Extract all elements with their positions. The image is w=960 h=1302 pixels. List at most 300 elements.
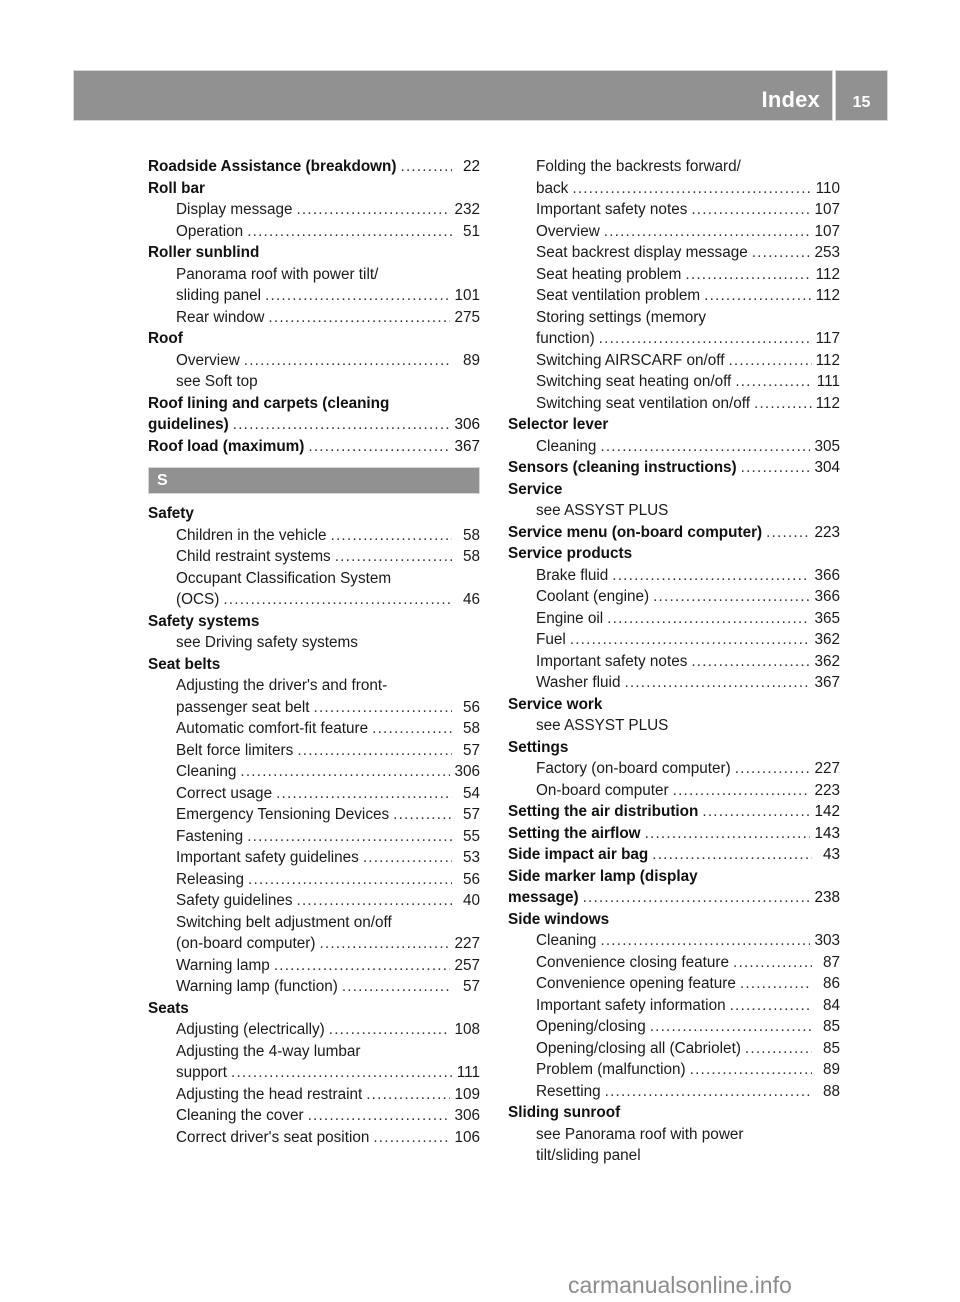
page-reference[interactable]: 109 xyxy=(454,1085,480,1103)
dot-leader xyxy=(612,565,810,587)
dot-leader xyxy=(268,307,450,329)
page-reference[interactable]: 367 xyxy=(454,437,480,455)
page-reference[interactable]: 54 xyxy=(462,784,480,802)
page-reference[interactable]: 101 xyxy=(454,287,480,304)
index-subentry xyxy=(508,500,840,522)
index-subentry xyxy=(508,1145,840,1167)
entry-text: Adjusting the head restraint xyxy=(176,1085,363,1103)
index-subentry xyxy=(148,632,480,654)
entry-text: Releasing xyxy=(176,870,245,888)
entry-text: Cleaning xyxy=(536,437,597,455)
index-entry[interactable] xyxy=(508,823,840,845)
page-reference[interactable]: 58 xyxy=(462,548,480,565)
entry-text: Side marker lamp (display xyxy=(508,867,698,885)
entry-text: Safety systems xyxy=(148,612,260,630)
index-subentry[interactable] xyxy=(508,758,840,780)
page-reference[interactable]: 108 xyxy=(454,1021,480,1038)
entry-text: back xyxy=(536,179,569,197)
page-reference[interactable]: 366 xyxy=(814,566,840,584)
dot-leader xyxy=(728,350,811,372)
page-reference[interactable]: 257 xyxy=(454,956,480,974)
dot-leader xyxy=(735,371,812,393)
entry-text: tilt/sliding panel xyxy=(536,1147,641,1164)
index-entry xyxy=(148,328,480,350)
page-reference[interactable]: 305 xyxy=(814,437,840,455)
entry-text: Adjusting (electrically) xyxy=(176,1021,325,1038)
page-reference[interactable]: 57 xyxy=(462,741,480,759)
entry-text: Brake fluid xyxy=(536,566,609,584)
page-reference[interactable]: 111 xyxy=(456,1064,480,1081)
page-reference[interactable]: 306 xyxy=(454,763,480,780)
index-entry[interactable] xyxy=(508,522,840,544)
entry-text: Setting the airflow xyxy=(508,824,641,842)
dot-leader xyxy=(752,242,811,264)
index-entry xyxy=(148,503,480,525)
dot-leader xyxy=(331,525,452,547)
entry-text: Sensors (cleaning instructions) xyxy=(508,459,737,476)
index-entry[interactable] xyxy=(508,844,840,866)
page-reference[interactable]: 89 xyxy=(462,351,480,369)
index-subentry[interactable] xyxy=(508,1059,840,1081)
entry-text: Convenience opening feature xyxy=(536,975,736,992)
index-subentry[interactable] xyxy=(508,350,840,372)
entry-text: Selector lever xyxy=(508,416,609,433)
index-subentry[interactable] xyxy=(508,586,840,608)
page-reference[interactable]: 112 xyxy=(815,394,840,412)
index-subentry[interactable] xyxy=(148,826,480,848)
index-entry xyxy=(508,1102,840,1124)
index-subentry[interactable] xyxy=(148,285,480,307)
entry-text: Fuel xyxy=(536,631,566,648)
watermark: carmanualsonline.info xyxy=(568,1272,792,1298)
index-subentry[interactable] xyxy=(508,264,840,286)
entry-text: Important safety guidelines xyxy=(176,849,359,866)
index-entry xyxy=(148,178,480,200)
page-reference[interactable]: 110 xyxy=(815,179,840,197)
index-entry xyxy=(148,393,480,415)
entry-text: Overview xyxy=(536,222,600,240)
page-reference[interactable]: 46 xyxy=(462,591,480,608)
entry-text: Children in the vehicle xyxy=(176,526,327,544)
entry-text: Important safety information xyxy=(536,996,726,1014)
entry-text: Roof xyxy=(148,330,183,347)
page-reference[interactable]: 56 xyxy=(462,870,480,888)
page-reference[interactable]: 85 xyxy=(822,1039,840,1057)
index-subentry[interactable] xyxy=(508,178,840,200)
entry-text: passenger seat belt xyxy=(176,698,310,716)
entry-text: Panorama roof with power tilt/ xyxy=(176,265,379,283)
index-subentry[interactable] xyxy=(508,285,840,307)
index-subentry[interactable] xyxy=(148,350,480,372)
entry-text: Roll bar xyxy=(148,179,205,197)
entry-text: Adjusting the driver's and front- xyxy=(176,677,388,694)
entry-text: Switching belt adjustment on/off xyxy=(176,913,392,931)
entry-text: Cleaning the cover xyxy=(176,1107,304,1124)
dot-leader xyxy=(740,973,812,995)
entry-text: see Driving safety systems xyxy=(176,634,358,651)
entry-text: Important safety notes xyxy=(536,201,688,218)
dot-leader xyxy=(329,1019,451,1041)
page-reference[interactable]: 43 xyxy=(822,846,840,863)
page-reference[interactable]: 89 xyxy=(822,1061,840,1078)
index-subentry[interactable] xyxy=(148,546,480,568)
page-reference[interactable]: 142 xyxy=(814,803,840,820)
entry-text: Problem (malfunction) xyxy=(536,1061,686,1078)
index-subentry[interactable] xyxy=(508,565,840,587)
index-subentry[interactable] xyxy=(508,672,840,694)
dot-leader xyxy=(766,522,810,544)
index-subentry[interactable] xyxy=(508,780,840,802)
page-reference[interactable]: 22 xyxy=(462,158,480,175)
index-subentry[interactable] xyxy=(148,221,480,243)
entry-text: Service xyxy=(508,480,563,498)
dot-leader xyxy=(366,1084,450,1106)
entry-text: Service products xyxy=(508,545,633,562)
index-subentry xyxy=(508,307,840,329)
dot-leader xyxy=(373,1127,450,1149)
entry-text: Convenience closing feature xyxy=(536,953,730,971)
page-reference[interactable]: 107 xyxy=(814,201,840,218)
index-subentry[interactable] xyxy=(148,697,480,719)
entry-text: Correct driver's seat position xyxy=(176,1128,370,1146)
index-entry[interactable] xyxy=(148,436,480,458)
index-subentry[interactable] xyxy=(508,1038,840,1060)
index-entry[interactable] xyxy=(148,156,480,178)
dot-leader xyxy=(604,221,811,243)
entry-text: Automatic comfort-fit feature xyxy=(176,720,369,737)
entry-text: Factory (on-board computer) xyxy=(536,760,731,777)
index-subentry[interactable] xyxy=(148,890,480,912)
index-column-left xyxy=(148,156,480,1148)
index-subentry[interactable] xyxy=(508,629,840,651)
entry-text: Cleaning xyxy=(536,932,597,949)
entry-text: Seat belts xyxy=(148,655,221,673)
page-reference[interactable]: 143 xyxy=(814,824,840,842)
entry-text: Warning lamp (function) xyxy=(176,978,338,995)
dot-leader xyxy=(240,761,450,783)
page-reference[interactable]: 106 xyxy=(454,1128,480,1146)
index-entry xyxy=(508,543,840,565)
index-subentry[interactable] xyxy=(148,847,480,869)
dot-leader xyxy=(314,697,452,719)
index-subentry[interactable] xyxy=(508,995,840,1017)
page-reference[interactable]: 111 xyxy=(816,373,840,390)
index-subentry xyxy=(508,156,840,178)
entry-text: sliding panel xyxy=(176,287,262,304)
page-reference[interactable]: 86 xyxy=(822,975,840,992)
page-reference[interactable]: 112 xyxy=(815,265,840,283)
index-subentry[interactable] xyxy=(508,393,840,415)
dot-leader xyxy=(600,436,810,458)
entry-text: Overview xyxy=(176,351,240,369)
dot-leader xyxy=(335,546,452,568)
entry-text: Service work xyxy=(508,695,603,713)
index-subentry[interactable] xyxy=(508,221,840,243)
index-subentry[interactable] xyxy=(508,436,840,458)
entry-text: Side windows xyxy=(508,910,610,928)
page-reference[interactable]: 58 xyxy=(462,720,480,737)
page-reference[interactable]: 365 xyxy=(814,609,840,627)
index-entry xyxy=(508,414,840,436)
index-subentry[interactable] xyxy=(508,930,840,952)
index-subentry[interactable] xyxy=(508,242,840,264)
page-reference[interactable]: 88 xyxy=(822,1082,840,1100)
page-reference[interactable]: 57 xyxy=(462,978,480,995)
page-reference[interactable]: 306 xyxy=(454,1107,480,1124)
page-reference[interactable]: 55 xyxy=(462,827,480,845)
index-subentry[interactable] xyxy=(508,1081,840,1103)
entry-text: Rear window xyxy=(176,308,265,326)
dot-leader xyxy=(691,651,810,673)
page-number: 15 xyxy=(852,94,871,111)
index-subentry xyxy=(508,1124,840,1146)
entry-text: Adjusting the 4-way lumbar xyxy=(176,1042,361,1060)
dot-leader xyxy=(248,869,452,891)
entry-text: function) xyxy=(536,330,595,347)
page-reference[interactable]: 367 xyxy=(814,674,840,691)
entry-text: Fastening xyxy=(176,827,244,845)
entry-text: (OCS) xyxy=(176,591,220,608)
index-subentry xyxy=(148,264,480,286)
index-subentry[interactable] xyxy=(148,199,480,221)
index-subentry[interactable] xyxy=(508,328,840,350)
dot-leader xyxy=(733,952,812,974)
index-subentry[interactable] xyxy=(148,933,480,955)
page-reference[interactable]: 366 xyxy=(814,588,840,605)
index-subentry[interactable] xyxy=(508,608,840,630)
entry-text: see Soft top xyxy=(176,373,258,390)
index-entry xyxy=(508,479,840,501)
dot-leader xyxy=(233,414,451,436)
page-reference[interactable]: 232 xyxy=(454,201,480,218)
dot-leader xyxy=(247,826,452,848)
page-reference[interactable]: 107 xyxy=(814,222,840,240)
page-reference[interactable]: 40 xyxy=(462,892,480,909)
index-subentry[interactable] xyxy=(148,589,480,611)
index-entry xyxy=(148,242,480,264)
dot-leader xyxy=(401,156,453,178)
index-column-right xyxy=(508,156,840,1167)
dot-leader xyxy=(745,1038,812,1060)
entry-text: Sliding sunroof xyxy=(508,1104,621,1121)
index-subentry[interactable] xyxy=(148,1084,480,1106)
index-subentry[interactable] xyxy=(508,371,840,393)
dot-leader xyxy=(735,758,811,780)
page-title: Index xyxy=(761,87,820,112)
page-reference[interactable]: 306 xyxy=(454,416,480,433)
index-subentry xyxy=(148,675,480,697)
dot-leader xyxy=(297,890,452,912)
dot-leader xyxy=(297,740,452,762)
dot-leader xyxy=(319,933,450,955)
index-entry[interactable] xyxy=(508,457,840,479)
dot-leader xyxy=(342,976,452,998)
entry-text: Seat backrest display message xyxy=(536,244,748,261)
entry-text: Roller sunblind xyxy=(148,244,260,261)
index-subentry[interactable] xyxy=(508,952,840,974)
entry-text: Switching AIRSCARF on/off xyxy=(536,351,725,369)
index-subentry xyxy=(148,912,480,934)
page-reference[interactable]: 85 xyxy=(822,1018,840,1035)
dot-leader xyxy=(704,285,811,307)
dot-leader xyxy=(652,844,812,866)
index-subentry[interactable] xyxy=(148,1105,480,1127)
entry-text: Roadside Assistance (breakdown) xyxy=(148,158,397,175)
entry-text: Emergency Tensioning Devices xyxy=(176,806,390,823)
index-subentry[interactable] xyxy=(148,761,480,783)
dot-leader xyxy=(685,264,811,286)
dot-leader xyxy=(650,1016,812,1038)
dot-leader xyxy=(308,436,450,458)
dot-leader xyxy=(572,178,811,200)
dot-leader xyxy=(741,457,811,479)
entry-text: Occupant Classification System xyxy=(176,569,392,587)
dot-leader xyxy=(274,955,451,977)
dot-leader xyxy=(600,930,810,952)
dot-leader xyxy=(231,1062,452,1084)
dot-leader xyxy=(645,823,811,845)
page-reference[interactable]: 303 xyxy=(814,932,840,949)
page-reference[interactable]: 117 xyxy=(815,330,840,347)
entry-text: Operation xyxy=(176,222,244,240)
index-subentry[interactable] xyxy=(148,307,480,329)
page-reference[interactable]: 84 xyxy=(822,996,840,1014)
dot-leader xyxy=(247,221,452,243)
index-entry xyxy=(508,909,840,931)
dot-leader xyxy=(583,887,811,909)
entry-text: On-board computer xyxy=(536,781,669,799)
entry-text: Seats xyxy=(148,999,189,1017)
entry-text: Cleaning xyxy=(176,763,237,780)
dot-leader xyxy=(690,1059,812,1081)
dot-leader xyxy=(308,1105,451,1127)
index-subentry[interactable] xyxy=(148,1062,480,1084)
entry-text: Washer fluid xyxy=(536,674,621,691)
dot-leader xyxy=(296,199,450,221)
entry-text: Coolant (engine) xyxy=(536,588,650,605)
index-entry[interactable] xyxy=(508,801,840,823)
index-subentry[interactable] xyxy=(148,1127,480,1149)
index-subentry[interactable] xyxy=(148,804,480,826)
entry-text: Storing settings (memory xyxy=(536,308,707,326)
index-entry[interactable] xyxy=(508,887,840,909)
index-entry[interactable] xyxy=(148,414,480,436)
index-entry xyxy=(148,998,480,1020)
index-subentry[interactable] xyxy=(508,1016,840,1038)
entry-text: Engine oil xyxy=(536,609,604,627)
entry-text: Roof load (maximum) xyxy=(148,437,305,455)
dot-leader xyxy=(393,804,452,826)
page-reference[interactable]: 253 xyxy=(814,244,840,261)
index-subentry[interactable] xyxy=(508,651,840,673)
dot-leader xyxy=(754,393,812,415)
header-bar xyxy=(73,70,833,121)
dot-leader xyxy=(276,783,452,805)
page-reference[interactable]: 112 xyxy=(815,351,840,369)
index-entry xyxy=(148,611,480,633)
dot-leader xyxy=(363,847,452,869)
index-subentry xyxy=(148,1041,480,1063)
page-reference[interactable]: 227 xyxy=(454,935,480,952)
page-reference[interactable]: 51 xyxy=(462,222,480,240)
index-subentry[interactable] xyxy=(148,718,480,740)
index-subentry[interactable] xyxy=(148,976,480,998)
entry-text: Opening/closing xyxy=(536,1018,646,1035)
dot-leader xyxy=(244,350,452,372)
page-reference[interactable]: 275 xyxy=(454,308,480,326)
entry-text: message) xyxy=(508,889,579,906)
page-reference[interactable]: 87 xyxy=(822,953,840,971)
dot-leader xyxy=(607,608,810,630)
index-subentry[interactable] xyxy=(508,973,840,995)
entry-text: Folding the backrests forward/ xyxy=(536,158,741,175)
index-entry xyxy=(508,737,840,759)
page-reference[interactable]: 56 xyxy=(462,698,480,716)
entry-text: Display message xyxy=(176,201,293,218)
index-subentry[interactable] xyxy=(148,740,480,762)
page-reference[interactable]: 57 xyxy=(462,806,480,823)
entry-text: Important safety notes xyxy=(536,652,688,670)
entry-text: Seat heating problem xyxy=(536,265,682,283)
entry-text: Settings xyxy=(508,738,569,756)
entry-text: Safety xyxy=(148,505,194,522)
entry-text: Belt force limiters xyxy=(176,741,294,759)
page-reference[interactable]: 53 xyxy=(462,849,480,866)
entry-text: support xyxy=(176,1064,228,1081)
entry-text: Service menu (on-board computer) xyxy=(508,523,763,541)
dot-leader xyxy=(599,328,812,350)
dot-leader xyxy=(372,718,452,740)
page-reference[interactable]: 223 xyxy=(814,781,840,799)
dot-leader xyxy=(223,589,452,611)
index-subentry xyxy=(148,371,480,393)
page-reference[interactable]: 58 xyxy=(462,526,480,544)
page-reference[interactable]: 238 xyxy=(814,889,840,906)
page-reference[interactable]: 223 xyxy=(814,523,840,541)
entry-text: Switching seat ventilation on/off xyxy=(536,394,751,412)
index-subentry[interactable] xyxy=(148,525,480,547)
index-entry xyxy=(148,654,480,676)
page-reference[interactable]: 362 xyxy=(814,652,840,670)
dot-leader xyxy=(730,995,812,1017)
dot-leader xyxy=(605,1081,812,1103)
entry-text: Setting the air distribution xyxy=(508,803,699,820)
index-subentry[interactable] xyxy=(148,869,480,891)
entry-text: guidelines) xyxy=(148,416,229,433)
entry-text: Side impact air bag xyxy=(508,846,649,863)
index-subentry[interactable] xyxy=(148,783,480,805)
entry-text: Switching seat heating on/off xyxy=(536,373,732,390)
dot-leader xyxy=(691,199,810,221)
index-subentry xyxy=(148,568,480,590)
entry-text: see Panorama roof with power xyxy=(536,1125,744,1143)
page-reference[interactable]: 304 xyxy=(814,459,840,476)
page-reference[interactable]: 227 xyxy=(814,760,840,777)
entry-text: see ASSYST PLUS xyxy=(536,502,669,519)
dot-leader xyxy=(624,672,810,694)
entry-text: Opening/closing all (Cabriolet) xyxy=(536,1039,741,1057)
index-subentry[interactable] xyxy=(148,1019,480,1041)
dot-leader xyxy=(570,629,811,651)
entry-text: (on-board computer) xyxy=(176,935,316,952)
index-entry xyxy=(508,866,840,888)
index-subentry[interactable] xyxy=(508,199,840,221)
index-subentry[interactable] xyxy=(148,955,480,977)
page-reference[interactable]: 112 xyxy=(815,287,840,304)
dot-leader xyxy=(673,780,811,802)
page-reference[interactable]: 362 xyxy=(814,631,840,648)
entry-text: Child restraint systems xyxy=(176,548,331,565)
